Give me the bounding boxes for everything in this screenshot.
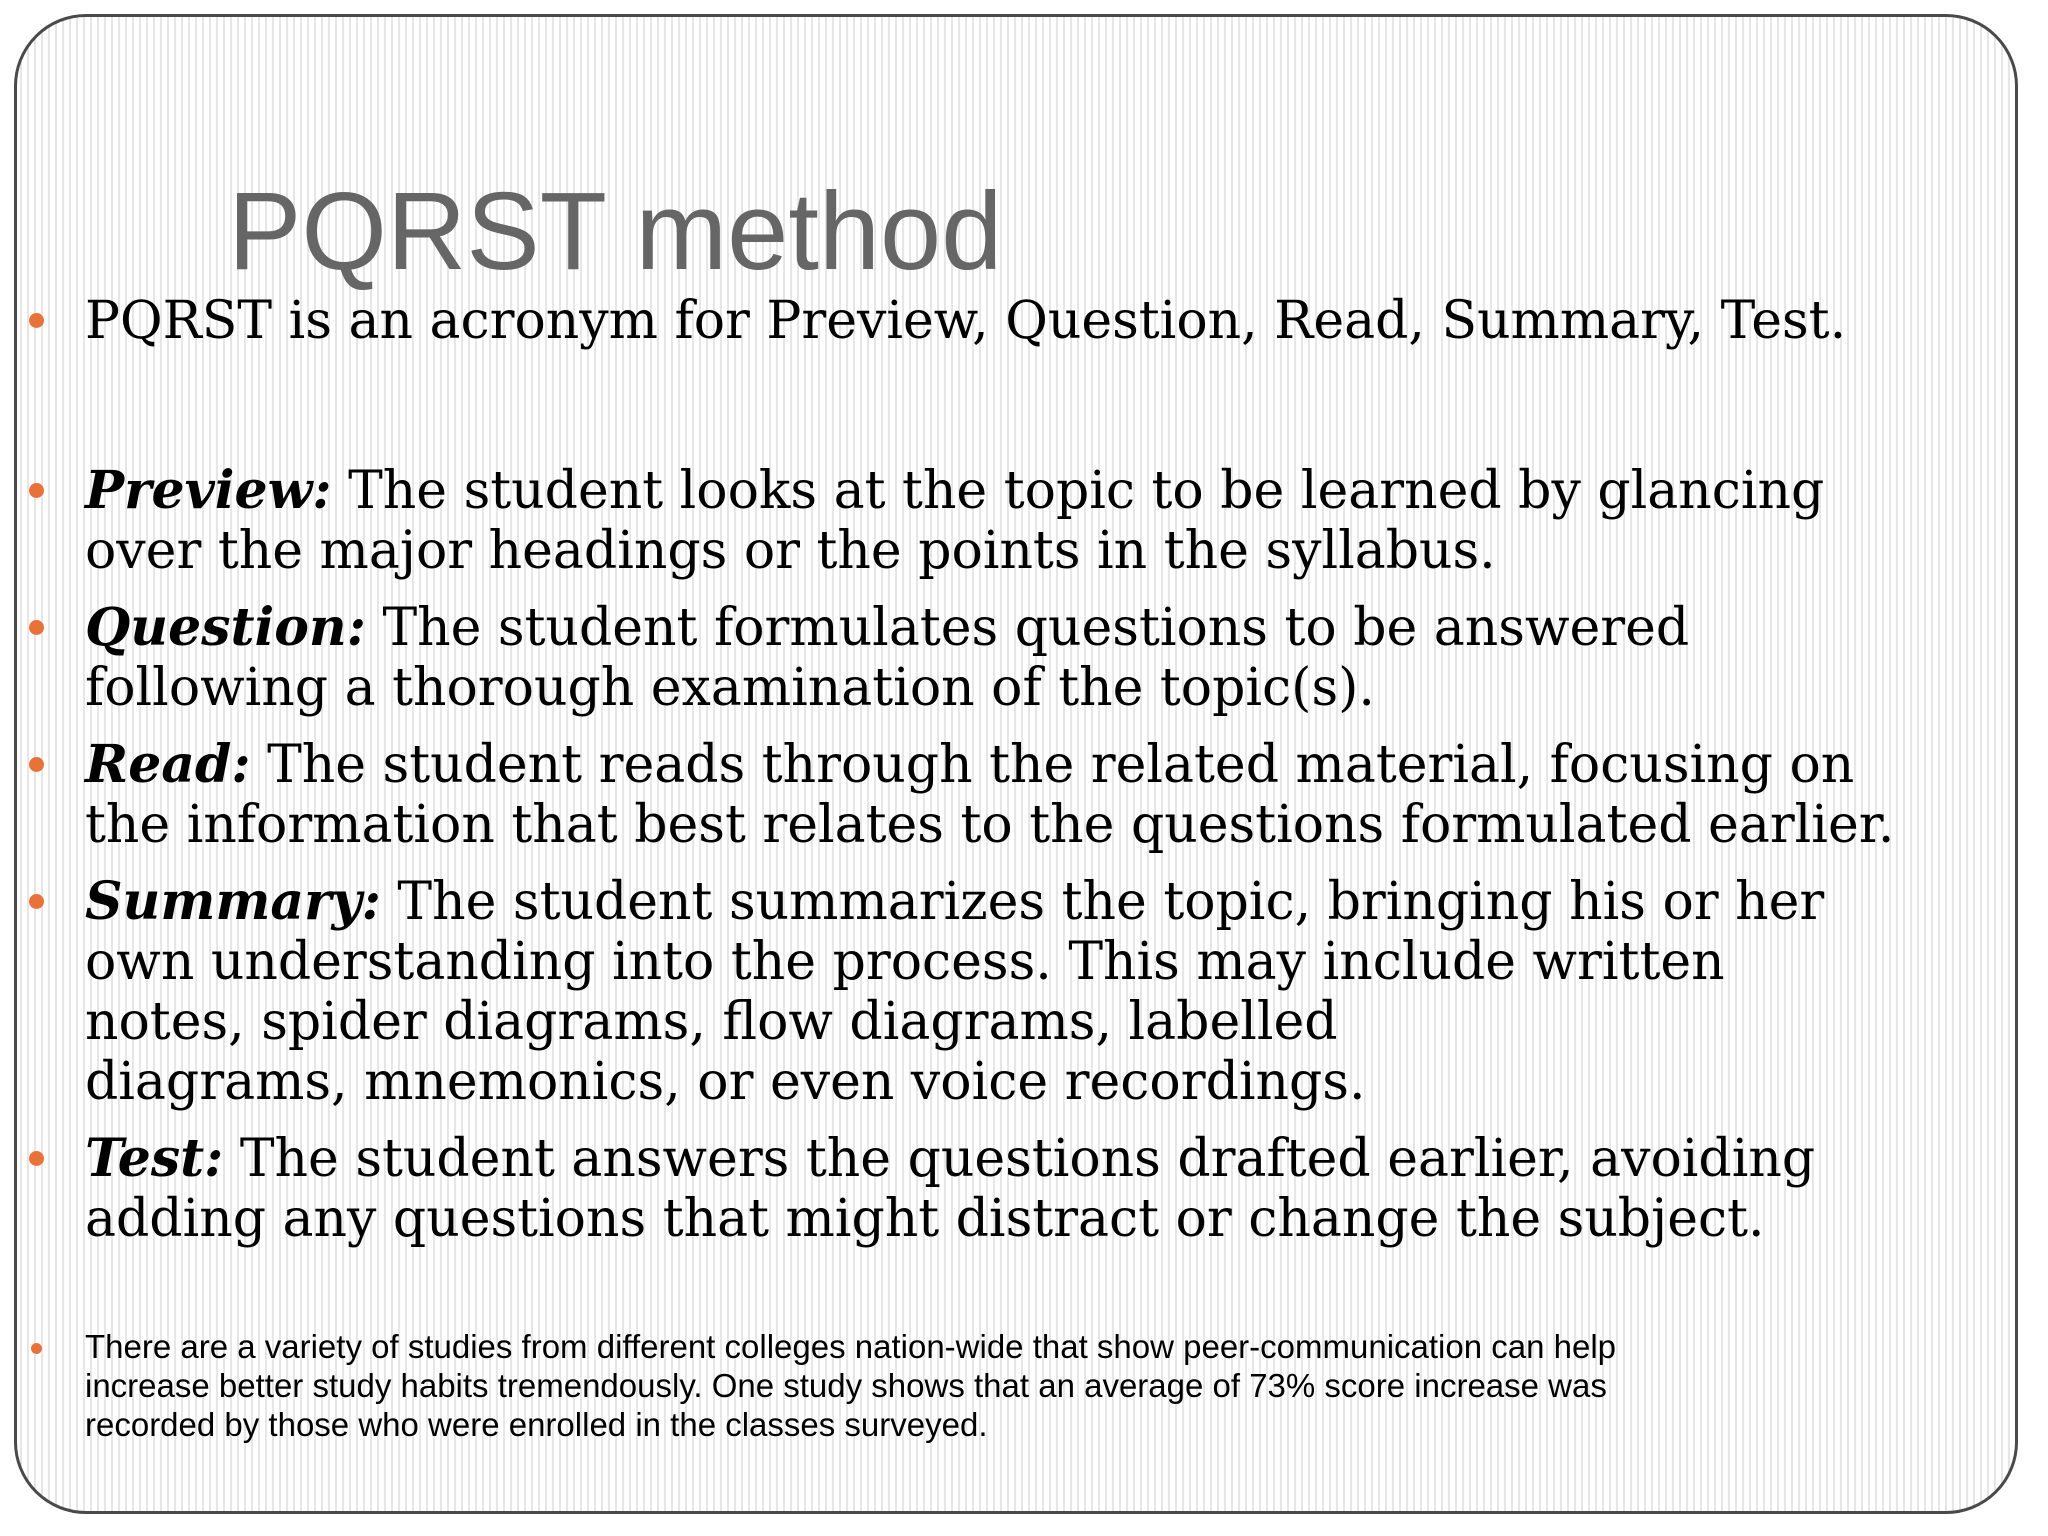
term-preview: Preview: <box>85 460 332 521</box>
bullet-icon <box>29 483 44 498</box>
summary-text-line-2: own understanding into the process. This may include written <box>85 932 1725 992</box>
read-text-line-2: the information that best relates to the questions formulated earlier. <box>85 795 1895 855</box>
bullet-icon <box>29 620 44 635</box>
bullet-intro <box>85 291 1985 351</box>
bullet-read <box>85 735 1985 855</box>
preview-text-line-2: over the major headings or the points in the syllabus. <box>85 521 1496 581</box>
bullet-icon <box>29 1151 44 1166</box>
term-read: Read: <box>85 734 251 795</box>
test-text-line-1: The student answers the questions drafted earlier, avoiding <box>223 1129 1816 1189</box>
note-line-3: recorded by those who were enrolled in the classes surveyed. <box>85 1406 988 1443</box>
summary-text-line-4: diagrams, mnemonics, or even voice recordings. <box>85 1052 1366 1112</box>
bullet-question <box>85 598 1985 718</box>
term-question: Question: <box>85 597 366 658</box>
term-summary: Summary: <box>85 871 381 932</box>
question-text-line-2: following a thorough examination of the topic(s). <box>85 658 1375 718</box>
bullet-icon <box>29 894 44 909</box>
slide <box>14 14 2018 1514</box>
question-text-line-1: The student formulates questions to be answered <box>365 598 1690 658</box>
bullet-icon <box>31 1343 42 1354</box>
summary-text-line-3: notes, spider diagrams, flow diagrams, labelled <box>85 992 1338 1052</box>
read-text-line-1: The student reads through the related material, focusing on <box>250 735 1855 795</box>
bullet-icon <box>29 313 44 328</box>
bullet-test <box>85 1129 1985 1249</box>
bullet-icon <box>29 757 44 772</box>
preview-text-line-1: The student looks at the topic to be learned by glancing <box>331 461 1825 521</box>
bullet-research-note <box>85 1327 1985 1444</box>
term-test: Test: <box>85 1128 224 1189</box>
slide-title: PQRST method <box>228 170 1003 293</box>
intro-text: PQRST is an acronym for Preview, Question, Read, Summary, Test. <box>85 291 1847 351</box>
test-text-line-2: adding any questions that might distract or change the subject. <box>85 1189 1765 1249</box>
bullet-summary <box>85 872 1985 1112</box>
note-line-2: increase better study habits tremendously. One study shows that an average of 73% score increase was <box>85 1367 1607 1404</box>
note-line-1: There are a variety of studies from different colleges nation-wide that show peer-communication can help <box>85 1328 1617 1365</box>
summary-text-line-1: The student summarizes the topic, bringing his or her <box>380 872 1825 932</box>
bullet-preview <box>85 461 1985 581</box>
